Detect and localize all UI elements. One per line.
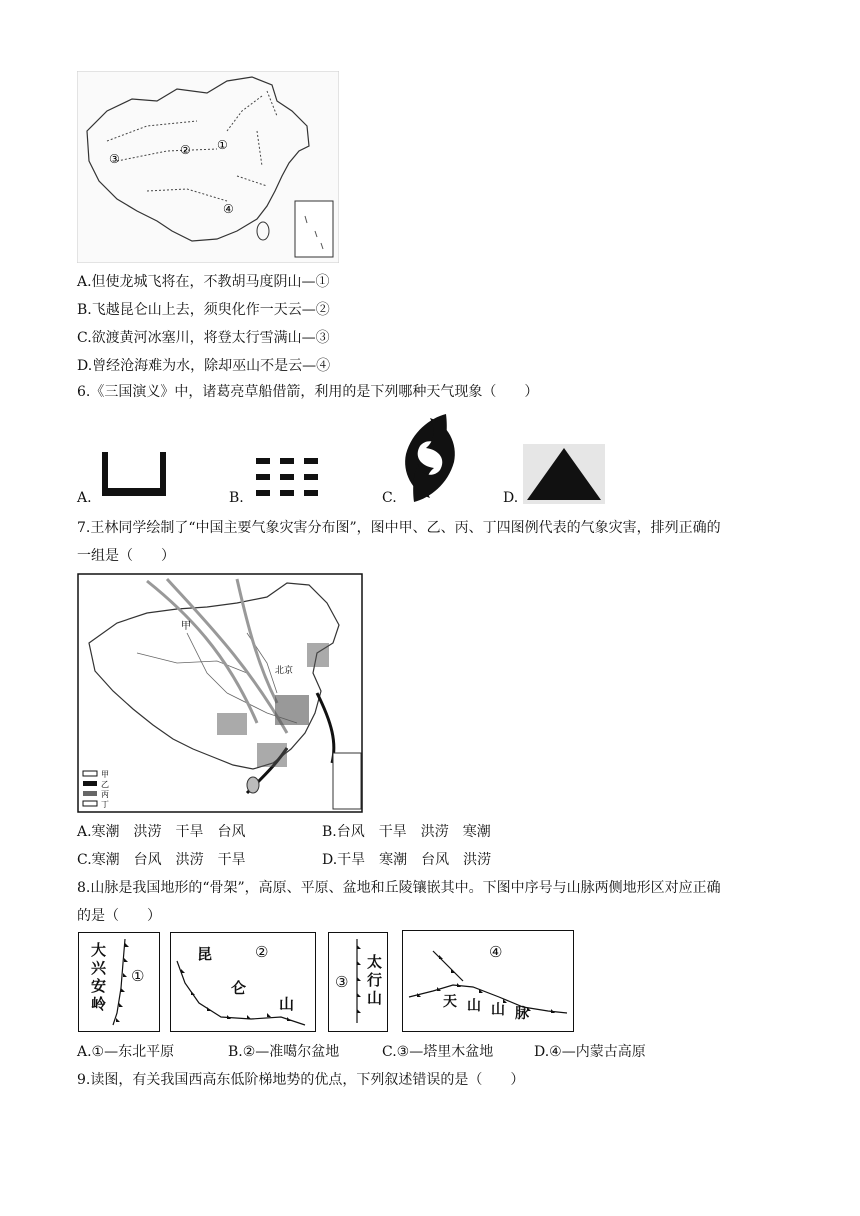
q7-legend-1: 甲 xyxy=(101,770,109,779)
q8-stem-line1: 8.山脉是我国地形的“骨架”，高原、平原、盆地和丘陵镶嵌其中。下图中序号与山脉两侧地形区对应正确 xyxy=(77,880,721,896)
q6-symbol-d xyxy=(523,444,605,504)
q8-option-d: D.④—内蒙古高原 xyxy=(534,1044,646,1060)
q8-p4-char-4: 脉 xyxy=(515,1006,529,1022)
q8-p2-char-3: 山 xyxy=(279,995,295,1013)
q8-p3-char-2: 行 xyxy=(367,971,383,989)
q7-legend-4: 丁 xyxy=(101,800,109,809)
q8-p2-num: ② xyxy=(255,943,269,961)
map-label-3: ③ xyxy=(109,152,120,166)
q8-p4-char-1: 天 xyxy=(443,994,457,1010)
q8-p1-char-4: 岭 xyxy=(91,995,107,1013)
q6-symbol-b xyxy=(250,456,326,502)
q8-option-c: C.③—塔里木盆地 xyxy=(382,1044,494,1060)
q8-p3-num: ③ xyxy=(335,973,349,991)
q8-p1-num: ① xyxy=(131,967,145,985)
q8-p2-char-2: 仑 xyxy=(231,979,247,997)
q5-option-c: C.欲渡黄河冰塞川，将登太行雪满山—③ xyxy=(77,330,330,346)
q6-typhoon-symbol xyxy=(400,412,460,504)
q8-p4-char-2: 山 xyxy=(467,998,481,1014)
q6-symbol-a xyxy=(98,450,170,500)
q8-p2-char-1: 昆 xyxy=(197,945,213,963)
q7-stem-line1: 7.王林同学绘制了“中国主要气象灾害分布图”，图中甲、乙、丙、丁四图例代表的气象灾害，排列正确的 xyxy=(77,520,721,536)
q8-p4-num: ④ xyxy=(489,943,503,961)
q5-china-map xyxy=(77,71,339,263)
q9-stem: 9.读图，有关我国西高东低阶梯地势的优点，下列叙述错误的是（ ） xyxy=(77,1072,525,1088)
q8-panel-3 xyxy=(328,932,388,1032)
q6-option-d-label: D. xyxy=(503,490,519,506)
q7-map-label-jia: 甲 xyxy=(181,621,191,632)
q6-option-c-label: C. xyxy=(382,490,397,506)
q5-option-d: D.曾经沧海难为水，除却巫山不是云—④ xyxy=(77,358,331,374)
q6-stem: 6.《三国演义》中，诸葛亮草船借箭，利用的是下列哪种天气现象（ ） xyxy=(77,384,539,400)
map-label-4: ④ xyxy=(223,202,234,216)
q6-option-a-label: A. xyxy=(77,490,92,506)
q8-panel-2 xyxy=(170,932,316,1032)
q8-p4-char-3: 山 xyxy=(491,1002,505,1018)
q7-legend-3: 丙 xyxy=(101,790,109,799)
q7-option-c: C.寒潮 台风 洪涝 干旱 xyxy=(77,852,246,868)
q8-p1-char-3: 安 xyxy=(91,977,107,995)
q8-stem-line2: 的是（ ） xyxy=(77,908,161,924)
q5-option-a: A.但使龙城飞将在，不教胡马度阴山—① xyxy=(77,274,330,290)
q8-option-b: B.②—准噶尔盆地 xyxy=(228,1044,340,1060)
q7-stem-line2: 一组是（ ） xyxy=(77,548,175,564)
q5-option-b: B.飞越昆仑山上去，须臾化作一天云—② xyxy=(77,302,330,318)
map-label-1: ① xyxy=(217,138,228,152)
q8-panel-1 xyxy=(78,932,160,1032)
q8-p3-char-3: 山 xyxy=(367,989,383,1007)
q7-option-b: B.台风 干旱 洪涝 寒潮 xyxy=(322,824,491,840)
q7-map-label-beijing: 北京 xyxy=(275,666,294,676)
map-label-2: ② xyxy=(180,143,191,157)
q8-option-a: A.①—东北平原 xyxy=(77,1044,175,1060)
q6-option-b-label: B. xyxy=(229,490,244,506)
q7-option-a: A.寒潮 洪涝 干旱 台风 xyxy=(77,824,246,840)
q8-p1-char-2: 兴 xyxy=(91,959,107,977)
q8-panel-4 xyxy=(402,930,574,1032)
q7-disaster-map xyxy=(77,573,363,813)
q8-p1-char-1: 大 xyxy=(91,941,107,959)
q8-p3-char-1: 太 xyxy=(367,953,383,971)
q7-legend-2: 乙 xyxy=(101,780,109,789)
q7-option-d: D.干旱 寒潮 台风 洪涝 xyxy=(322,852,492,868)
